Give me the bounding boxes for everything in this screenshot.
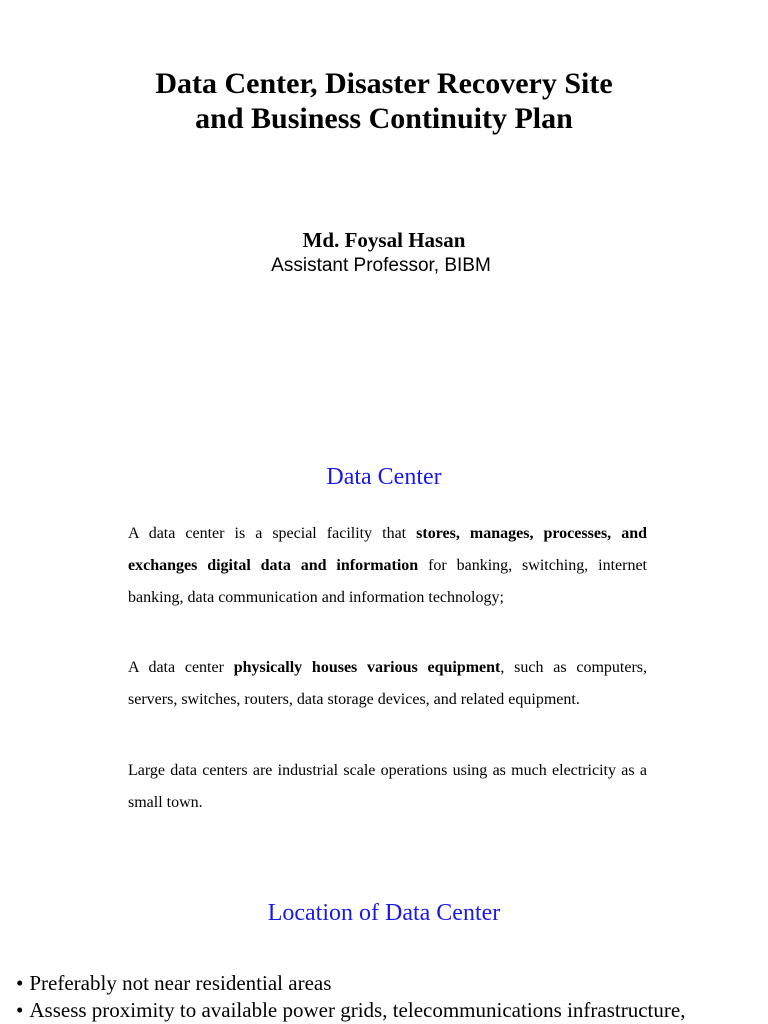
document-title [0,66,768,136]
paragraph-equipment-text-c: , such as computers, servers, switches, routers, data storage devices, and related equipment. [128,659,647,708]
list-item [16,970,768,997]
title-line-1: Data Center, Disaster Recovery Site [155,67,613,100]
paragraph-definition [128,518,647,614]
paragraph-equipment-bold: physically houses various equipment [233,659,501,676]
paragraph-scale: Large data centers are industrial scale operations using as much electricity as a small town. [128,762,647,811]
list-item [16,997,768,1024]
paragraph-equipment-text-a: A data center [128,659,234,676]
paragraph-equipment [128,652,647,716]
author-name: Md. Foysal Hasan [302,228,466,252]
author-role: Assistant Professor, BIBM [271,255,491,276]
section-heading-data-center: Data Center [326,464,442,490]
paragraph-definition-bold: stores, manages, processes, and exchanges digital data and information [128,525,647,574]
section-heading-location: Location of Data Center [267,900,501,926]
title-line-2: and Business Continuity Plan [195,102,573,135]
bullet-icon: • [16,971,24,995]
paragraph-definition-text-c: for banking, switching, internet banking, data communication and information technology; [128,557,647,606]
author-block [0,228,768,278]
list-item-text: Preferably not near residential areas [29,971,332,995]
list-item-text: Assess proximity to available power grids, telecommunications infrastructure, [29,998,686,1022]
location-bullet-list [16,970,768,1024]
bullet-icon: • [16,998,24,1022]
paragraph-definition-text-a: A data center is a special facility that [128,525,417,542]
